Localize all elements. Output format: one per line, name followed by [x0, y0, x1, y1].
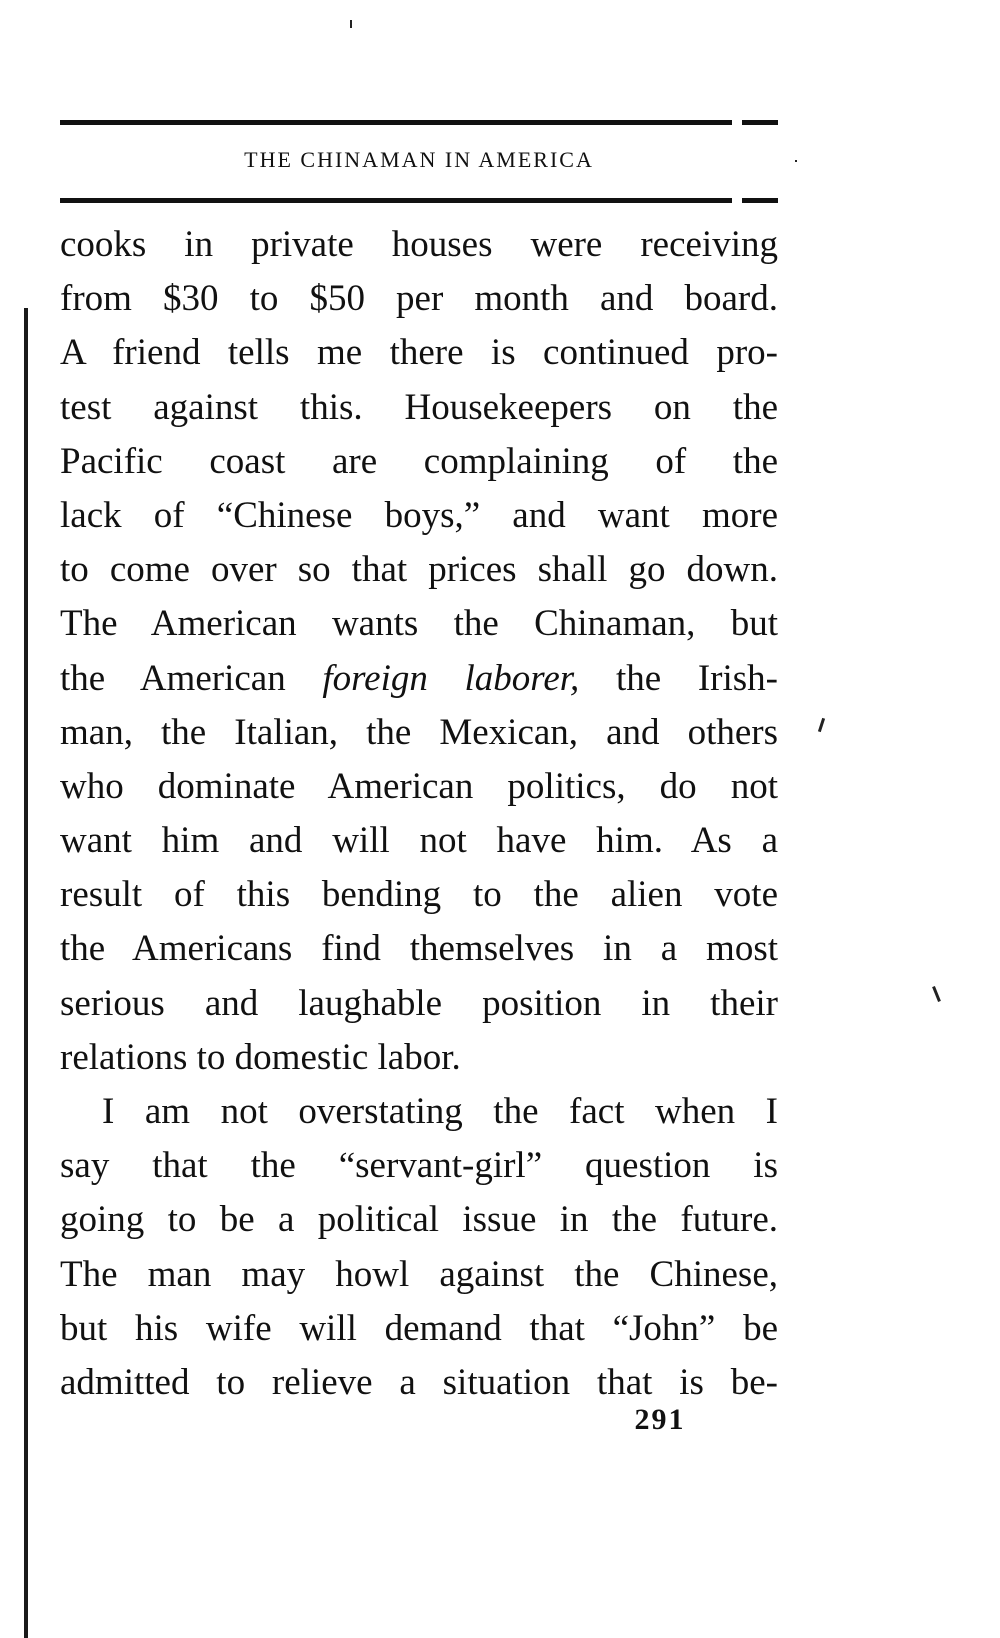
text-fragment: the American: [60, 657, 323, 699]
text-line: to come over so that prices shall go down.: [60, 549, 778, 591]
text-line: going to be a political issue in the future.: [60, 1199, 778, 1241]
text-line-with-italic: [60, 652, 778, 706]
header-rule-bottom: [60, 198, 732, 203]
text-line: man, the Italian, the Mexican, and others: [60, 711, 778, 753]
text-line: admitted to relieve a situation that is be-: [60, 1361, 778, 1403]
text-line: serious and laughable position in their: [60, 982, 778, 1024]
text-line: but his wife will demand that “John” be: [60, 1307, 778, 1349]
header-rule-top-end: [742, 120, 778, 125]
page-binding-shadow: [24, 308, 28, 1638]
text-line: say that the “servant-girl” question is: [60, 1145, 778, 1187]
text-line: from $30 to $50 per month and board.: [60, 278, 778, 320]
text-line: lack of “Chinese boys,” and want more: [60, 494, 778, 536]
scan-speck: [932, 986, 941, 1002]
text-line: cooks in private houses were receiving: [60, 224, 778, 265]
body-text: [60, 218, 778, 1410]
running-head: THE CHINAMAN IN AMERICA: [244, 147, 594, 172]
scan-speck: [350, 20, 352, 28]
text-line: want him and will not have him. As a: [60, 820, 778, 862]
italic-phrase: foreign laborer,: [322, 657, 580, 699]
scan-speck: [795, 160, 797, 162]
text-line: The American wants the Chinaman, but: [60, 603, 778, 645]
page-number: 291: [634, 1403, 686, 1436]
text-line: I am not overstating the fact when I: [102, 1091, 778, 1132]
scan-speck: [818, 718, 825, 732]
text-line: Pacific coast are complaining of the: [60, 440, 778, 482]
text-line: relations to domestic labor.: [60, 1036, 461, 1078]
text-line: who dominate American politics, do not: [60, 765, 778, 807]
text-line: test against this. Housekeepers on the: [60, 386, 778, 428]
text-line: the Americans find themselves in a most: [60, 928, 778, 970]
text-fragment: the Irish-: [579, 657, 778, 699]
header-rule-bottom-end: [742, 198, 778, 203]
text-line: A friend tells me there is continued pro-: [60, 332, 778, 374]
text-line: The man may howl against the Chinese,: [60, 1253, 778, 1295]
header-rule-top: [60, 120, 732, 125]
text-line: result of this bending to the alien vote: [60, 874, 778, 916]
